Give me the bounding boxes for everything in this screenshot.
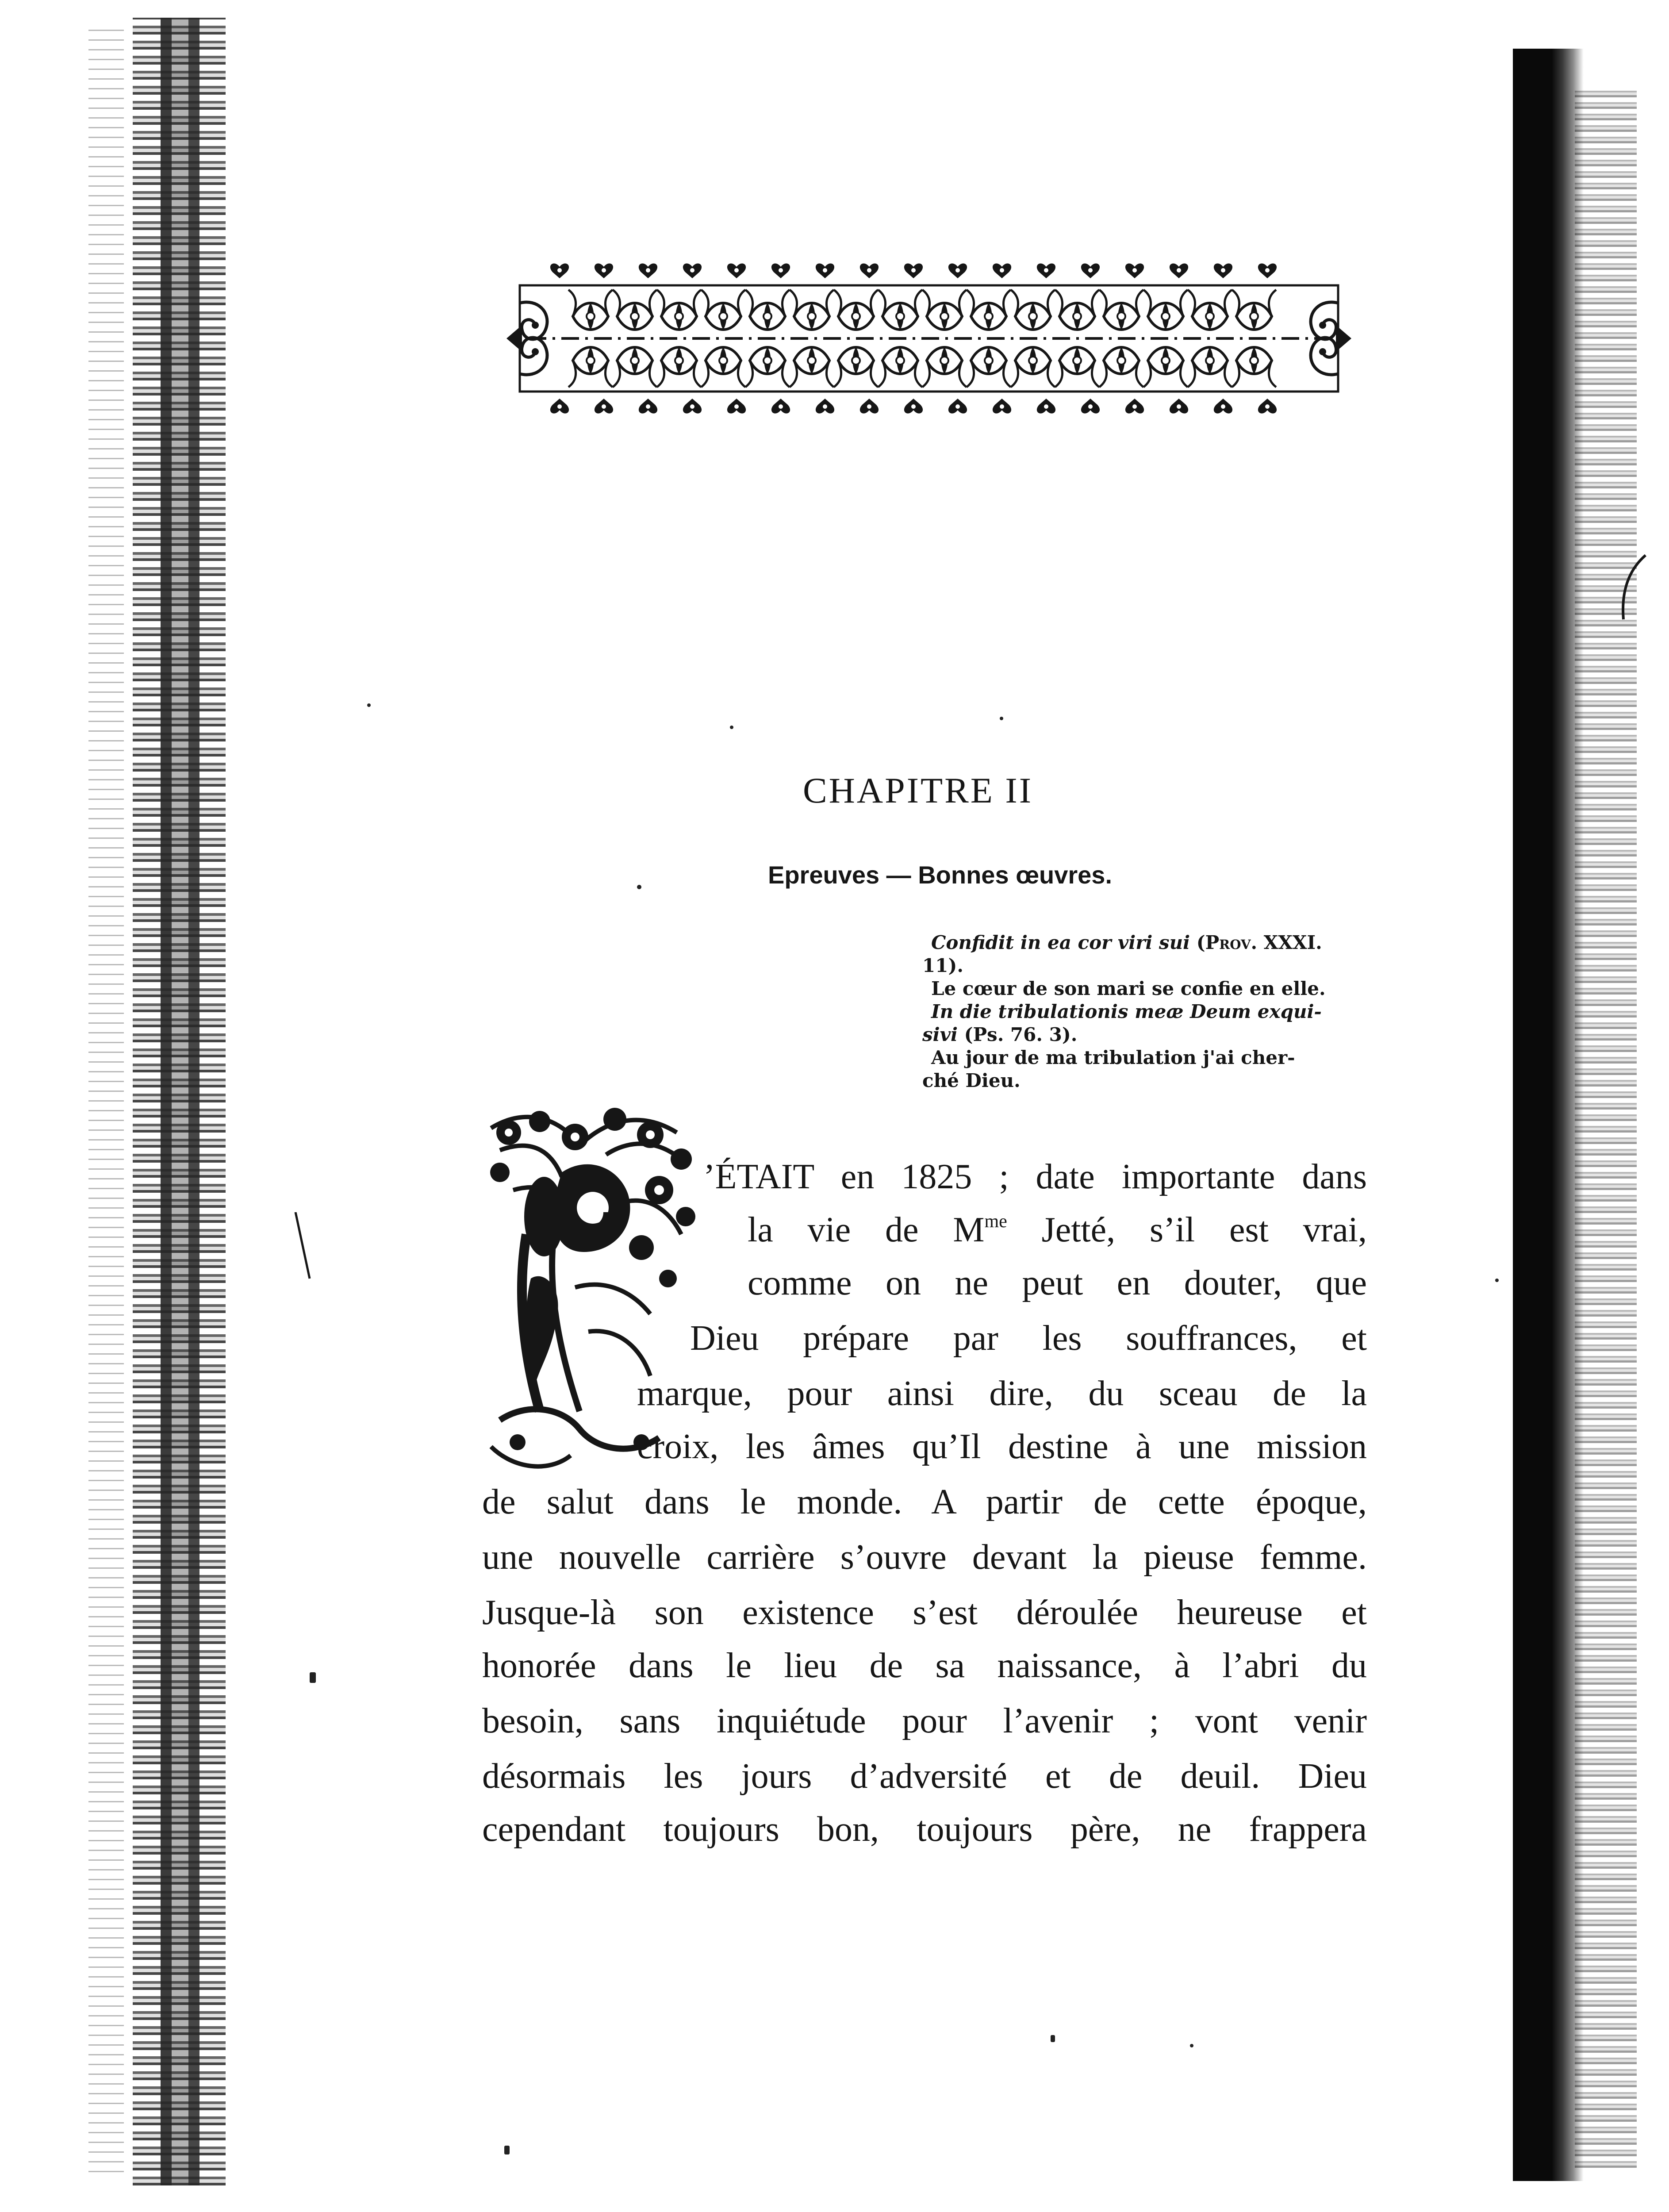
epigraph-line: Le cœur de son mari se confie en elle. bbox=[931, 978, 1326, 999]
scan-stroke-mark bbox=[1615, 553, 1650, 624]
epigraph-line: sivi (Ps. 76. 3). bbox=[922, 1024, 1078, 1045]
chapter-subtitle: Epreuves — Bonnes œuvres. bbox=[767, 861, 1112, 889]
scan-stroke-mark bbox=[292, 1212, 318, 1301]
body-line: comme on ne peut en douter, que bbox=[748, 1263, 1367, 1302]
body-line: cependant toujours bon, toujours père, ne frappera bbox=[482, 1810, 1367, 1849]
body-line: désormais les jours d’adversité et de deuil. Dieu bbox=[482, 1757, 1367, 1796]
body-line: Dieu prépare par les souffrances, et bbox=[690, 1319, 1367, 1358]
body-line: marque, pour ainsi dire, du sceau de la bbox=[637, 1374, 1367, 1413]
body-line: croix, les âmes qu’Il destine à une mission bbox=[637, 1427, 1367, 1466]
body-line: une nouvelle carrière s’ouvre devant la pieuse femme. bbox=[482, 1538, 1367, 1577]
body-line: Jusque-là son existence s’est déroulée heureuse et bbox=[482, 1593, 1367, 1632]
epigraph-line: In die tribulationis meæ Deum exqui- bbox=[931, 1001, 1322, 1022]
epigraph-line: Confidit in ea cor viri sui (Prov. XXXI. bbox=[931, 932, 1322, 953]
epigraph-line: 11). bbox=[922, 955, 963, 976]
chapter-title: CHAPITRE II bbox=[802, 770, 1033, 810]
body-line: besoin, sans inquiétude pour l’avenir ; vont venir bbox=[482, 1701, 1367, 1740]
body-line: ’ÉTAIT en 1825 ; date importante dans bbox=[703, 1157, 1367, 1196]
body-line: de salut dans le monde. A partir de cette époque, bbox=[482, 1482, 1367, 1521]
epigraph-line: ché Dieu. bbox=[922, 1070, 1021, 1091]
epigraph-line: Au jour de ma tribulation j'ai cher- bbox=[931, 1047, 1295, 1068]
body-line: honorée dans le lieu de sa naissance, à l’abri du bbox=[482, 1646, 1367, 1685]
body-line: la vie de $M^{me}$ Jetté, s’il est vrai, bbox=[748, 1210, 1367, 1249]
